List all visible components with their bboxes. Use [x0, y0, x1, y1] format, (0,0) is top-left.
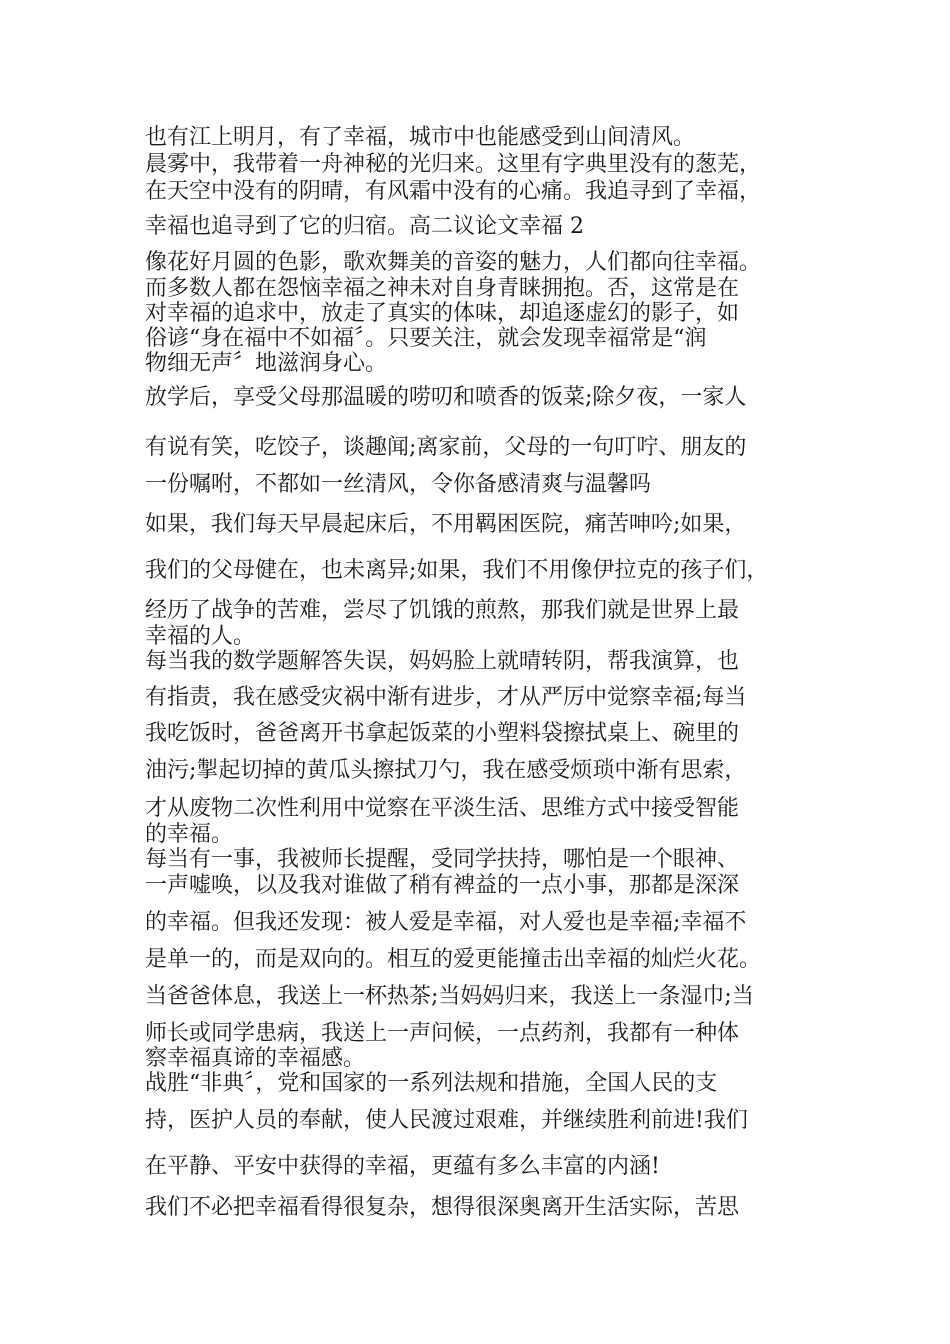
- text-line: 在平静、平安中获得的幸福，更蕴有多么丰富的内涵!: [145, 1154, 660, 1179]
- text-line: 经历了战争的苦难，尝尽了饥饿的煎熬，那我们就是世界上最: [145, 598, 740, 623]
- text-line: 的幸福。但我还发现：被人爱是幸福，对人爱也是幸福;幸福不: [145, 910, 747, 935]
- text-line: 师长或同学患病，我送上一声问候，一点药剂，我都有一种体: [145, 1021, 740, 1046]
- text-line: 一份嘱咐，不都如一丝清风，令你备感清爽与温馨吗: [145, 472, 652, 497]
- text-line: 当爸爸体息，我送上一杯热茶;当妈妈归来，我送上一条湿巾;当: [145, 984, 754, 1009]
- text-line: 有指责，我在感受灾祸中渐有进步，才从严厉中觉察幸福;每当: [145, 685, 747, 710]
- text-line: 像花好月圆的色影，歌欢舞美的音姿的魅力，人们都向往幸福。: [145, 250, 762, 275]
- text-line: 有说有笑，吃饺子，谈趣闻;离家前，父母的一句叮咛、朋友的: [145, 435, 747, 460]
- text-line: 一声嘘唤，以及我对谁做了稍有裨益的一点小事，那都是深深: [145, 873, 740, 898]
- text-line: 幸福的人。: [145, 624, 256, 649]
- text-line: 持，医护人员的奉献，使人民渡过艰难，并继续胜利前进!我们: [145, 1108, 748, 1133]
- text-line: 每当有一事，我被师长提醒，受同学扶持，哪怕是一个眼神、: [145, 847, 740, 872]
- text-line: 也有江上明月，有了幸福，城市中也能感受到山间清风。: [145, 125, 696, 150]
- text-line: 在天空中没有的阴晴，有风霜中没有的心痛。我追寻到了幸福，: [145, 179, 762, 204]
- text-line: 才从废物二次性利用中觉察在平淡生活、思维方式中接受智能: [145, 796, 740, 821]
- text-line: 如果，我们每天早晨起床后，不用羁困医院，痛苦呻吟;如果，: [145, 512, 747, 537]
- text-line: 是单一的，而是双向的。相互的爱更能撞击出幸福的灿烂火花。: [145, 947, 762, 972]
- text-line: 对幸福的追求中，放走了真实的体味，却追逐虚幻的影子，如: [145, 301, 740, 326]
- text-line: 的幸福。: [145, 822, 234, 847]
- text-line: 而多数人都在怨恼幸福之神未对自身青睐拥抱。否，这常是在: [145, 276, 740, 301]
- text-line: 我吃饭时，爸爸离开书拿起饭菜的小塑料袋擦拭桌上、碗里的: [145, 721, 740, 746]
- text-line: 油污;掣起切掉的黄瓜头擦拭刀勺，我在感受烦琐中渐有思索，: [145, 758, 747, 783]
- text-line: 我们的父母健在，也未离异;如果，我们不用像伊拉克的孩子们，: [145, 558, 769, 583]
- text-line: 俗谚“身在福中不如福〞。只要关注，就会发现幸福常是“润: [145, 326, 707, 351]
- text-line: 察幸福真谛的幸福感。: [145, 1046, 366, 1071]
- text-line: 我们不必把幸福看得很复杂，想得很深奥离开生活实际，苦思: [145, 1195, 740, 1220]
- text-line: 晨雾中，我带着一舟神秘的光归来。这里有字典里没有的葱芜，: [145, 152, 762, 177]
- text-line: 物细无声〞地滋润身心。: [145, 351, 388, 376]
- text-line: 幸福也追寻到了它的归宿。高二议论文幸福 2: [145, 214, 584, 239]
- text-line: 放学后，享受父母那温暖的唠叨和喷香的饭菜;除夕夜，一家人: [145, 385, 747, 410]
- text-line: 战胜“非典〞，党和国家的一系列法规和措施，全国人民的支: [145, 1071, 718, 1096]
- text-line: 每当我的数学题解答失误，妈妈脸上就晴转阴，帮我演算，也: [145, 649, 740, 674]
